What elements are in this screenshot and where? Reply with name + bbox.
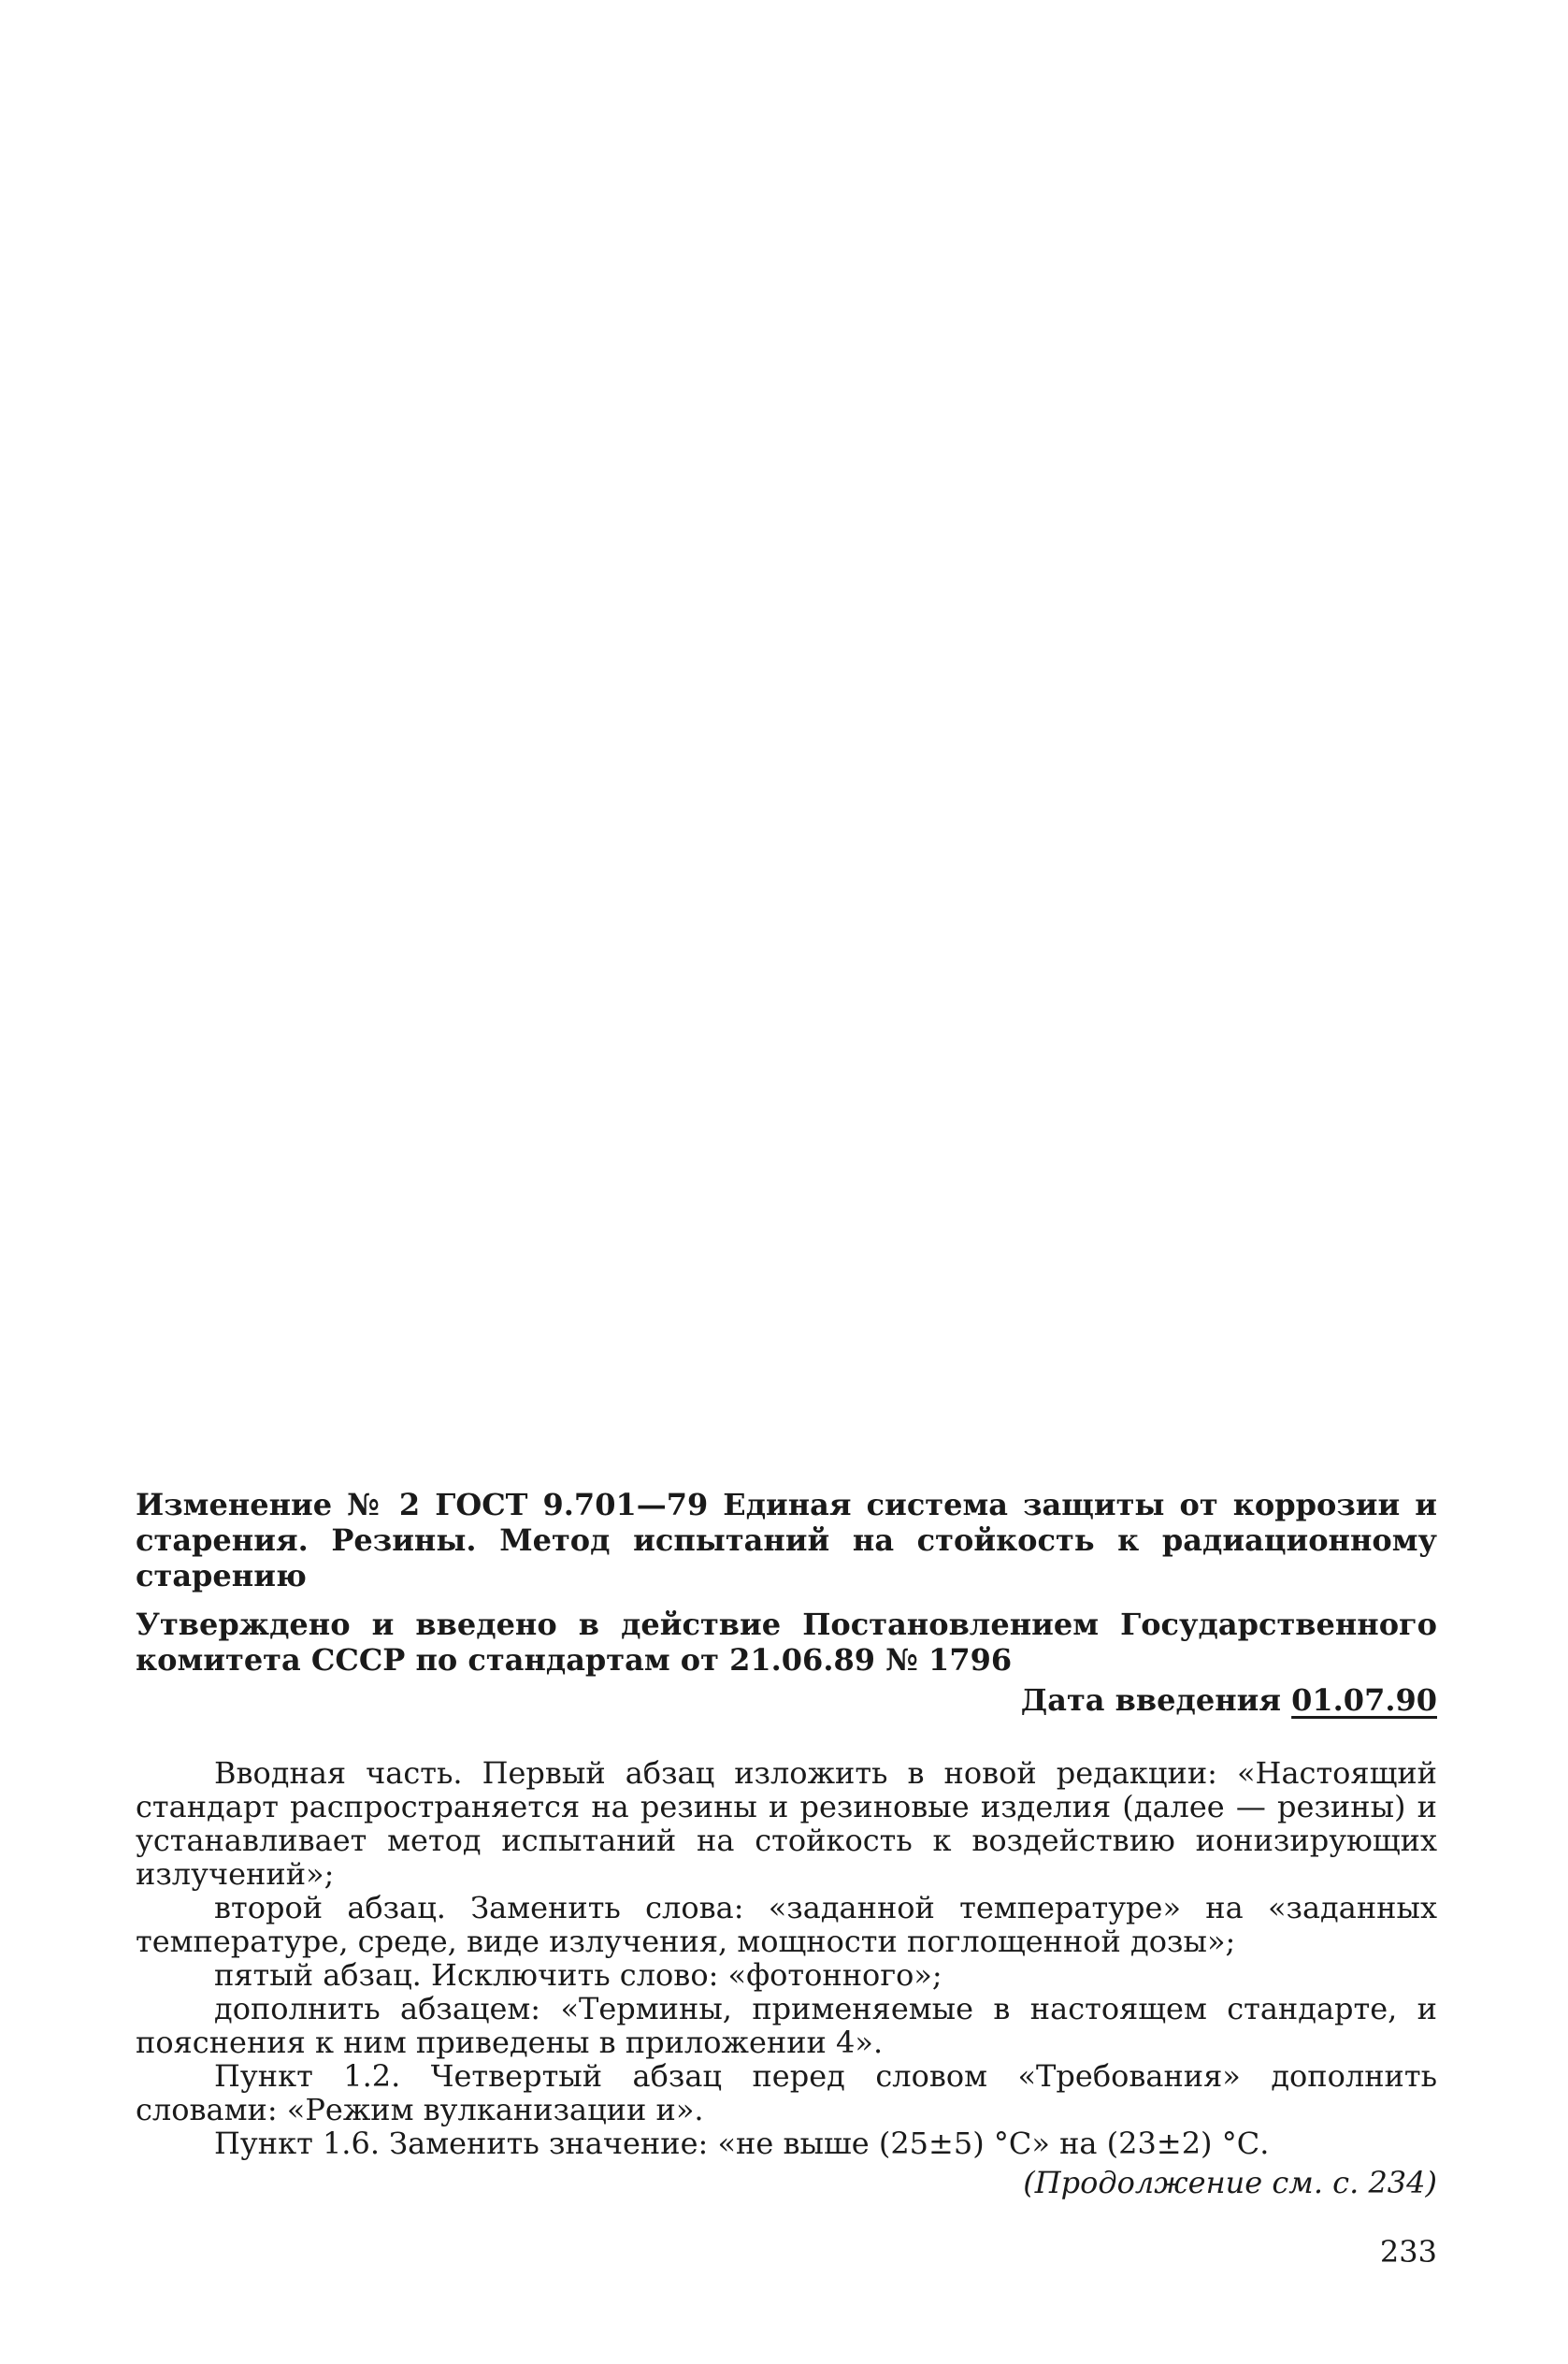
approval-statement: Утверждено и введено в действие Постановлением Государственного комитета СССР по стандартам от 21.06.89 № 1796 [136,1607,1437,1678]
continuation-note: (Продолжение см. с. 234) [1023,2165,1437,2200]
amendment-body [136,1756,1437,2160]
body-paragraph: дополнить абзацем: «Термины, применяемые в настоящем стандарте, и пояснения к ним приведены в приложении 4». [136,1991,1437,2060]
body-paragraph: пятый абзац. Исключить слово: «фотонного»; [214,1957,942,1993]
effective-date-label: Дата введения [1020,1682,1281,1718]
body-paragraph: Вводная часть. Первый абзац изложить в новой редакции: «Настоящий стандарт распространяется на резины и резиновые изделия (далее — резины) и устанавливает метод испытаний на стойкость к воздействию ионизирующих излучений»; [136,1755,1437,1892]
effective-date-value: 01.07.90 [1291,1682,1437,1718]
amendment-title: Изменение № 2 ГОСТ 9.701—79 Единая система защиты от коррозии и старения. Резины. Метод испытаний на стойкость к радиационному старению [136,1487,1437,1593]
effective-date-line [136,1681,1437,1719]
body-paragraph: второй абзац. Заменить слова: «заданной температуре» на «заданных температуре, среде, виде излучения, мощности поглощенной дозы»; [136,1890,1437,1959]
document-page [136,1487,1437,2270]
body-paragraph: Пункт 1.6. Заменить значение: «не выше (25±5) °С» на (23±2) °С. [214,2126,1270,2161]
page-number: 233 [1379,2234,1437,2270]
body-paragraph: Пункт 1.2. Четвертый абзац перед словом «Требования» дополнить словами: «Режим вулканизации и». [136,2058,1437,2127]
